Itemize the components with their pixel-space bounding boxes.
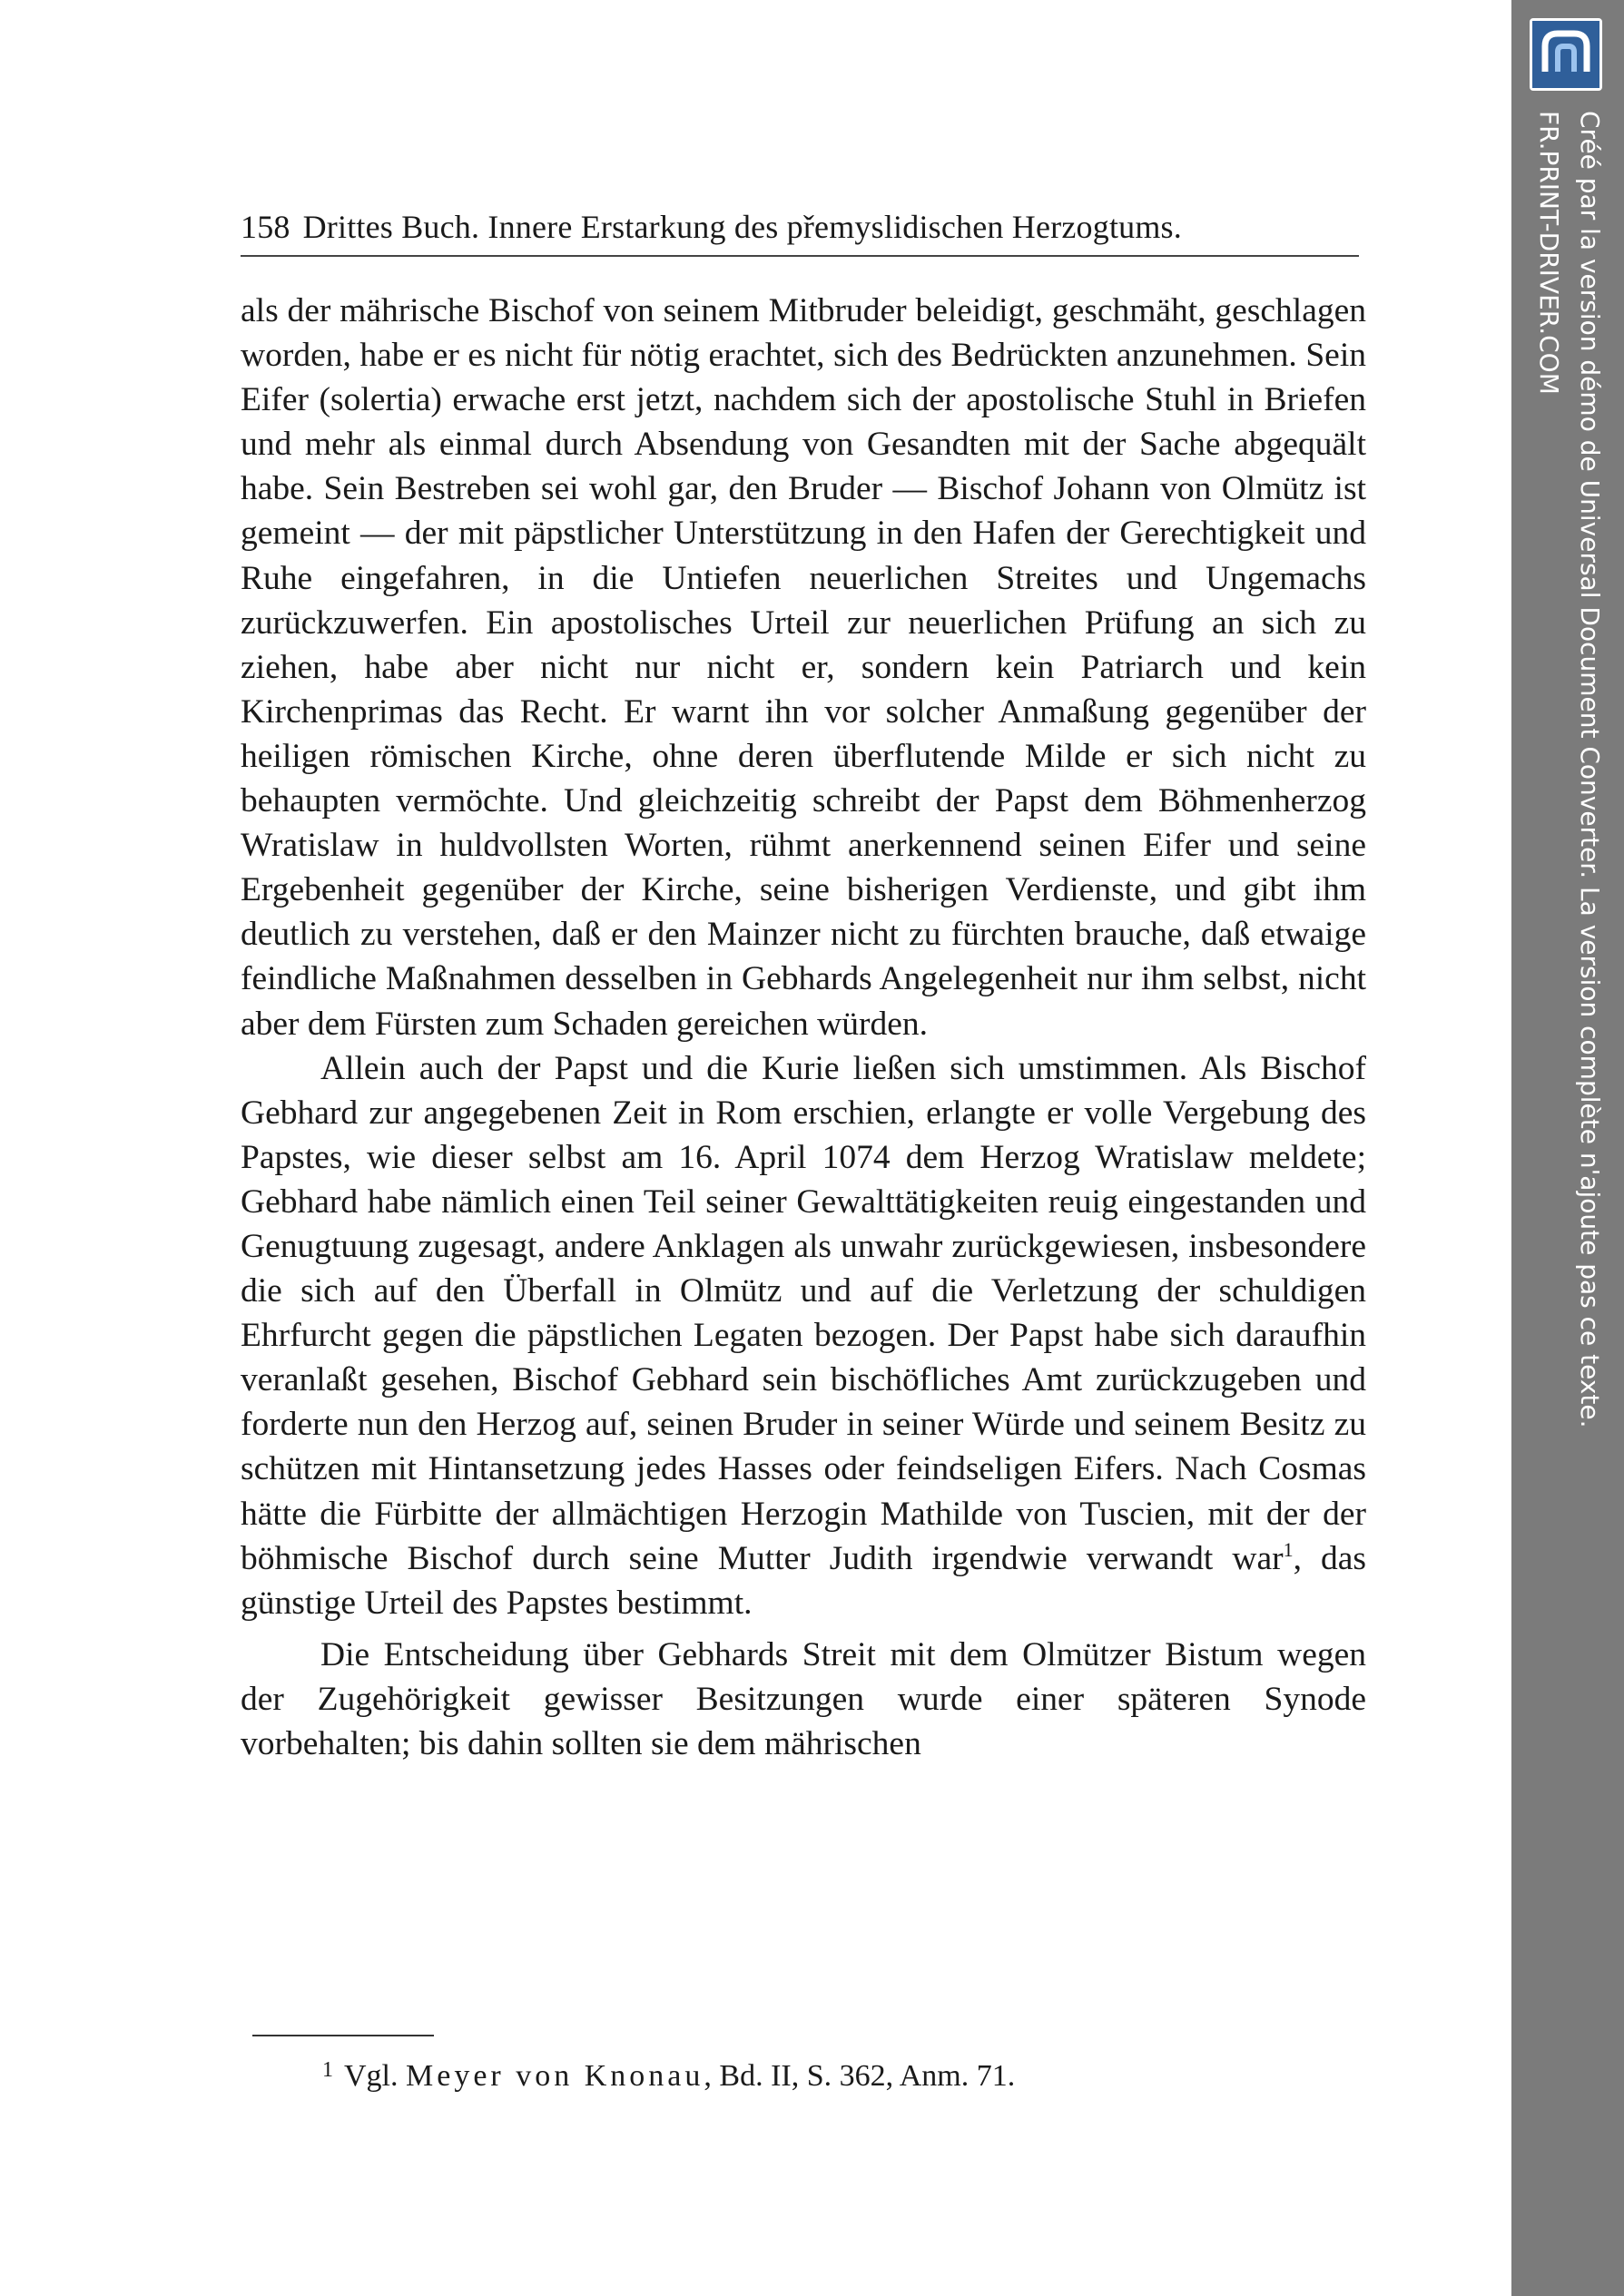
watermark-url: FR.PRINT-DRIVER.COM (1534, 111, 1564, 395)
paragraph-2-text: Allein auch der Papst und die Kurie ließen sich umstimmen. Als Bischof Gebhard zur angegebenen Zeit in Rom erschien, erlangte er volle Vergebung des Papstes, wie dieser selbst am 16. April 1074 dem Herzog Wratislaw meldete; Gebhard habe nämlich einen Teil seiner Gewalttätigkeiten reuig eingestanden und Genugtuung zugesagt, andere Anklagen als unwahr zurückgewiesen, insbesondere die sich auf den Überfall in Olmütz und auf die Verletzung der schuldigen Ehrfurcht gegen die päpstlichen Legaten bezogen. Der Papst habe sich daraufhin veranlaßt gesehen, Bischof Gebhard sein bischöfliches Amt zurückzugeben und forderte nun den Herzog auf, seinen Bruder in seiner Würde und seinem Besitz zu schützen mit Hintansetzung jedes Hasses oder feindseligen Eifers. Nach Cosmas hätte die Fürbitte der allmächtigen Herzogin Mathilde von Tuscien, mit der der böhmische Bischof durch seine Mutter Judith irgendwie verwandt war (241, 1049, 1366, 1577)
running-title: Drittes Buch. Innere Erstarkung des přemyslidischen Herzogtums. (302, 209, 1182, 245)
footnote-marker: 1 (322, 2058, 333, 2082)
footnote (322, 2049, 1321, 2097)
paragraph-2 (241, 1046, 1366, 1625)
body-text (241, 289, 1366, 1766)
watermark-sidebar (1511, 0, 1624, 2296)
page-number: 158 (241, 209, 290, 245)
header-rule (241, 255, 1359, 257)
running-header (241, 207, 1357, 247)
footnote-prefix: Vgl. (344, 2059, 399, 2093)
footnote-reference: 1 (1283, 1537, 1294, 1561)
footnote-rest: , Bd. II, S. 362, Anm. 71. (704, 2059, 1016, 2093)
paragraph-1: als der mährische Bischof von seinem Mitbruder beleidigt, geschmäht, geschlagen worden, habe er es nicht für nötig erachtet, sich des Bedrückten anzunehmen. Sein Eifer (solertia) erwache erst jetzt, nachdem sich der apostolische Stuhl in Briefen und mehr als einmal durch Absendung von Gesandten mit der Sache abgequält habe. Sein Bestreben sei wohl gar, den Bruder — Bischof Johann von Olmütz ist gemeint — der mit päpstlicher Unterstützung in den Hafen der Gerechtigkeit und Ruhe eingefahren, in die Untiefen neuerlichen Streites und Ungemachs zurückzuwerfen. Ein apostolisches Urteil zur neuerlichen Prüfung an sich zu ziehen, habe aber nicht nur nicht er, sondern kein Patriarch und kein Kirchenprimas das Recht. Er warnt ihn vor solcher Anmaßung gegenüber der heiligen römischen Kirche, ohne deren überflutende Milde er sich nicht zu behaupten vermöchte. Und gleichzeitig schreibt der Papst dem Böhmenherzog Wratislaw in huldvollsten Worten, rühmt anerkennend seinen Eifer und seine Ergebenheit gegenüber der Kirche, seine bisherigen Verdienste, und gibt ihm deutlich zu verstehen, daß er den Mainzer nicht zu fürchten brauche, daß etwaige feindliche Maßnahmen desselben in Gebhards Angelegenheit nur ihm selbst, nicht aber dem Fürsten zum Schaden gereichen würden. (241, 292, 1366, 1043)
footnote-author: Meyer von Knonau (406, 2059, 704, 2093)
footnote-rule (252, 2035, 434, 2036)
watermark-text: Créé par la version démo de Universal Document Converter. La version complète n'ajoute pas ce texte. (1575, 111, 1605, 1428)
udc-logo-icon (1530, 18, 1602, 91)
paragraph-3: Die Entscheidung über Gebhards Streit mit dem Olmützer Bistum wegen der Zugehörigkeit gewisser Besitzungen wurde einer späteren Synode vorbehalten; bis dahin sollten sie dem mährischen (241, 1635, 1366, 1762)
paragraph-2-end: , das günstige Urteil des Papstes bestimmt. (241, 1539, 1366, 1622)
